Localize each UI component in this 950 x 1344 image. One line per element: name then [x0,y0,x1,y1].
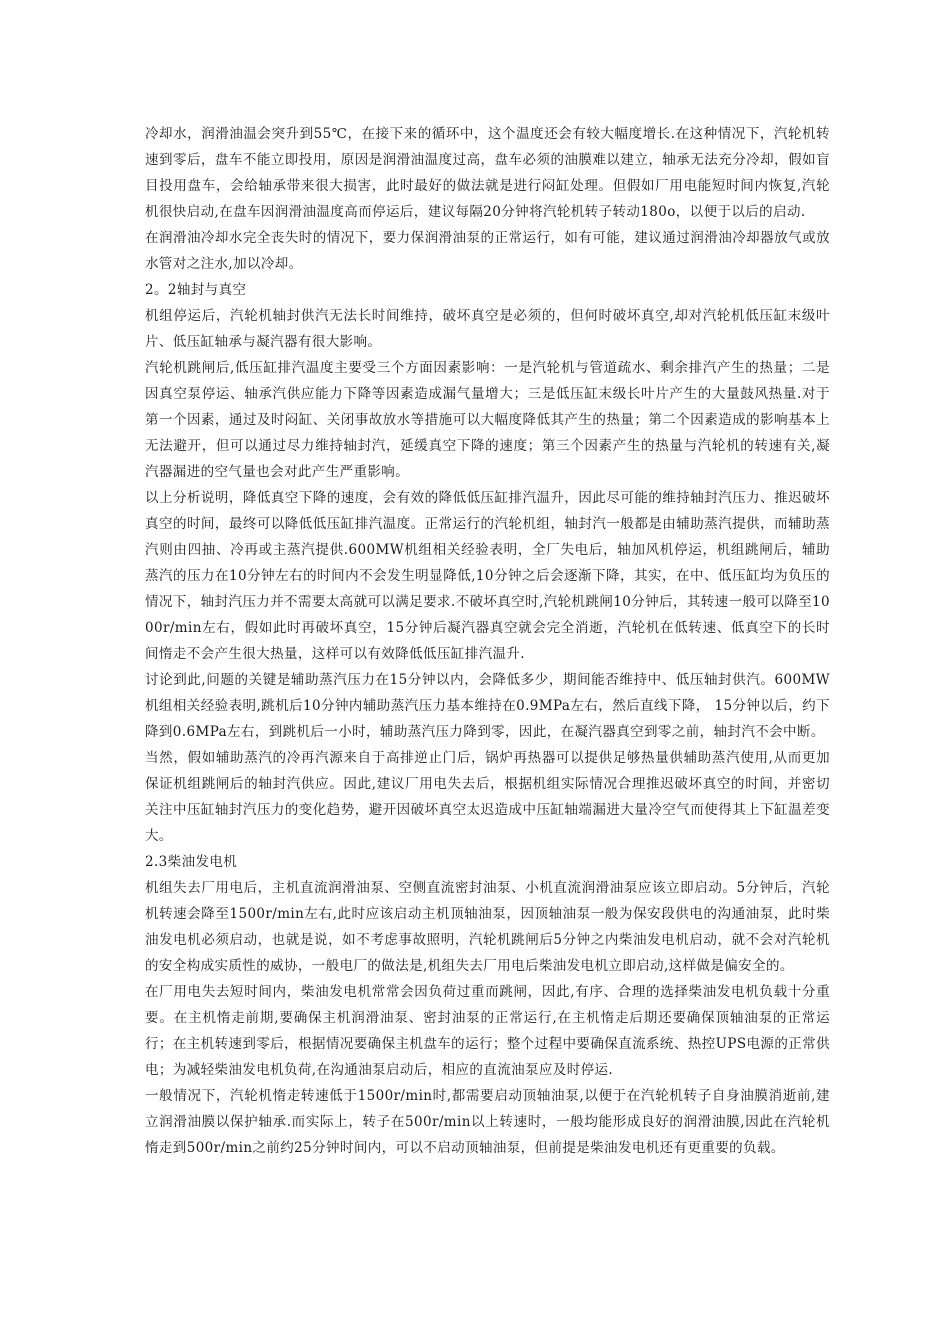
paragraph-shaft-seal-supply: 机组停运后，汽轮机轴封供汽无法长时间维持，破坏真空是必须的，但何时破坏真空,却对汽轮机低压缸末级叶片、低压缸轴承与凝汽器有很大影响。 [145,308,830,350]
paragraph-dc-pumps-start: 机组失去厂用电后，主机直流润滑油泵、空侧直流密封油泵、小机直流润滑油泵应该立即启动。5分钟后，汽轮机转速会降至1500r/min左右,此时应该启动主机顶轴油泵，因顶轴油泵一般为保安段供电的沟通油泵，此时柴油发电机必须启动，也就是说，如不考虑事故照明，汽轮机跳闸后5分钟之内柴油发电机启动，就不会对汽轮机的安全构成实质性的威协，一般电厂的做法是,机组失去厂用电后柴油发电机立即启动,这样做是偏安全的。 [145,880,830,974]
paragraph-diesel-load-selection: 在厂用电失去短时间内，柴油发电机常常会因负荷过重而跳闸，因此,有序、合理的选择柴油发电机负载十分重要。在主机惰走前期,要确保主机润滑油泵、密封油泵的正常运行,在主机惰走后期还要确保顶轴油泵的正常运行；在主机转速到零后，根据情况要确保主机盘车的运行；整个过程中要确保直流系统、热控UPS电源的正常供电；为减轻柴油发电机负荷,在沟通油泵启动后，相应的直流油泵应及时停运. [145,984,830,1078]
paragraph-cold-reheat-source: 当然，假如辅助蒸汽的冷再汽源来自于高排逆止门后，锅炉再热器可以提供足够热量供辅助蒸汽使用,从而更加保证机组跳闸后的轴封汽供应。因此,建议厂用电失去后，根据机组实际情况合理推迟破坏真空的时间，并密切关注中压缸轴封汽压力的变化趋势，避开因破坏真空太迟造成中压缸轴端漏进大量冷空气而使得其上下缸温差变大。 [145,750,830,844]
paragraph-cooling-water-loss: 在润滑油冷却水完全丧失时的情况下，要力保润滑油泵的正常运行，如有可能，建议通过润滑油冷却器放气或放水管对之注水,加以冷却。 [145,230,830,272]
section-heading-shaft-seal-vacuum: 2。2轴封与真空 [145,282,247,298]
paragraph-lube-oil-temperature: 冷却水，润滑油温会突升到55℃，在接下来的循环中，这个温度还会有较大幅度增长.在这种情况下，汽轮机转速到零后，盘车不能立即投用，原因是润滑油温度过高，盘车必须的油膜难以建立，轴承无法充分冷却，假如盲目投用盘车，会给轴承带来很大损害，此时最好的做法就是进行闷缸处理。但假如厂用电能短时间内恢复,汽轮机很快启动,在盘车因润滑油温度高而停运后，建议每隔20分钟将汽轮机转子转动180o，以便于以后的启动. [145,126,830,220]
paragraph-auxiliary-steam-pressure: 讨论到此,问题的关键是辅助蒸汽压力在15分钟以内，会降低多少，期间能否维持中、低压轴封供汽。600MW机组相关经验表明,跳机后10分钟内辅助蒸汽压力基本维持在0.9MPa左右，然后直线下降， 15分钟以后，约下降到0.6MPa左右，到跳机后一小时，辅助蒸汽压力降到零，因此，在凝汽器真空到零之前，轴封汽不会中断。 [145,672,830,740]
paragraph-jacking-oil-pump: 一般情况下，汽轮机惰走转速低于1500r/min时,都需要启动顶轴油泵,以便于在汽轮机转子自身油膜消逝前,建立润滑油膜以保护轴承.而实际上，转子在500r/min以上转速时，一般均能形成良好的润滑油膜,因此在汽轮机惰走到500r/min之前约25分钟时间内，可以不启动顶轴油泵，但前提是柴油发电机还有更重要的负载。 [145,1088,830,1156]
paragraph-vacuum-analysis: 以上分析说明，降低真空下降的速度，会有效的降低低压缸排汽温升，因此尽可能的维持轴封汽压力、推迟破坏真空的时间，最终可以降低低压缸排汽温度。正常运行的汽轮机组，轴封汽一般都是由辅助蒸汽提供，而辅助蒸汽则由四抽、冷再或主蒸汽提供.600MW机组相关经验表明，全厂失电后，轴加风机停运，机组跳闸后，辅助蒸汽的压力在10分钟左右的时间内不会发生明显降低,10分钟之后会逐渐下降，其实，在中、低压缸均为负压的情况下，轴封汽压力并不需要太高就可以满足要求.不破坏真空时,汽轮机跳闸10分钟后，其转速一般可以降至1000r/min左右，假如此时再破坏真空，15分钟后凝汽器真空就会完全消逝，汽轮机在低转速、低真空下的长时间惰走不会产生很大热量，这样可以有效降低低压缸排汽温升. [145,490,830,662]
section-heading-diesel-generator: 2.3柴油发电机 [145,854,238,870]
paragraph-exhaust-temperature-factors: 汽轮机跳闸后,低压缸排汽温度主要受三个方面因素影响：一是汽轮机与管道疏水、剩余排汽产生的热量；二是因真空泵停运、轴承汽供应能力下降等因素造成漏气量增大；三是低压缸末级长叶片产生的大量鼓风热量.对于第一个因素，通过及时闷缸、关闭事故放水等措施可以大幅度降低其产生的热量；第二个因素造成的影响基本上无法避开，但可以通过尽力维持轴封汽，延缓真空下降的速度；第三个因素产生的热量与汽轮机的转速有关,凝汽器漏进的空气量也会对此产生严重影响。 [145,360,830,480]
